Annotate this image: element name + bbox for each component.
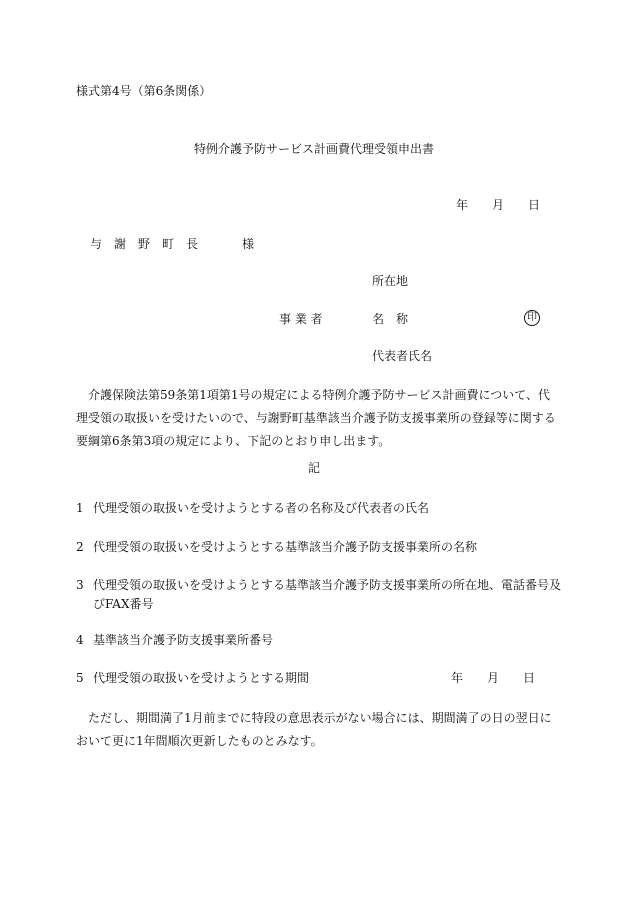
item-text: 代理受領の取扱いを受けようとする期間	[93, 671, 310, 685]
item-text: 代理受領の取扱いを受けようとする者の名称及び代表者の氏名	[93, 501, 430, 515]
applicant-name-label: 名 称	[372, 312, 409, 326]
addressee-name: 与 謝 野 町 長	[90, 237, 199, 251]
applicant-group-label: 事 業 者	[279, 312, 323, 326]
item-number: 4	[76, 633, 84, 647]
body-paragraph: 介護保険法第59条第1項第1号の規定による特例介護予防サービス計画費について、代理受領の取扱いを受けたいので、与謝野町基準該当介護予防支援事業所の登録等に関する要綱第6条第3項の規定により、下記のとおり申し出ます。	[76, 388, 556, 448]
item-number: 1	[76, 501, 84, 515]
addressee-honorific: 様	[242, 237, 255, 251]
form-label: 様式第4号（第6条関係）	[76, 84, 212, 98]
list-item	[76, 502, 429, 514]
item-number: 3	[76, 578, 84, 592]
item-text: 代理受領の取扱いを受けようとする基準該当介護予防支援事業所の所在地、電話番号及	[93, 578, 562, 592]
seal-mark: 印	[524, 310, 540, 326]
item-text-continued: びFAX番号	[93, 597, 154, 611]
applicant-address-label: 所在地	[372, 274, 409, 288]
date-year-label: 年	[456, 198, 469, 212]
applicant-rep-label: 代表者氏名	[372, 349, 433, 363]
item-text: 基準該当介護予防支援事業所番号	[93, 633, 274, 647]
date-day-label: 日	[528, 198, 541, 212]
item-text: 代理受領の取扱いを受けようとする基準該当介護予防支援事業所の名称	[93, 540, 478, 554]
period-day-label: 日	[523, 671, 536, 685]
list-item	[76, 634, 273, 646]
list-item	[76, 541, 477, 553]
date-month-label: 月	[492, 198, 505, 212]
period-year-label: 年	[451, 671, 464, 685]
item-number: 5	[76, 671, 84, 685]
document-title: 特例介護予防サービス計画費代理受領申出書	[194, 142, 435, 156]
period-month-label: 月	[487, 671, 500, 685]
ki-heading: 記	[308, 461, 321, 475]
note-paragraph: ただし、期間満了1月前までに特段の意思表示がない場合には、期間満了の日の翌日において更に1年間順次更新したものとみなす。	[76, 711, 552, 748]
item-number: 2	[76, 540, 84, 554]
list-item	[76, 672, 309, 684]
list-item	[76, 579, 561, 591]
